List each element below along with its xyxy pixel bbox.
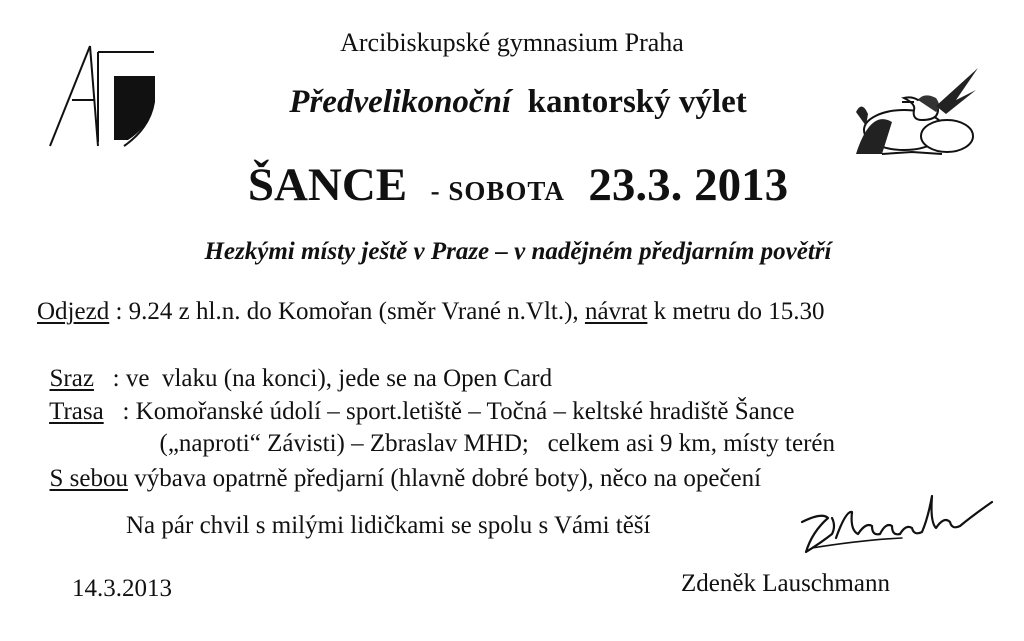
school-name: Arcibiskupské gymnasium Praha — [340, 28, 684, 57]
event-place: ŠANCE — [247, 159, 408, 211]
event-title-rest: kantorský výlet — [527, 84, 747, 120]
detail-text: Komořanské údolí – sport.letiště – Točná – keltské hradiště Šance — [135, 398, 795, 425]
handwritten-signature — [792, 482, 1002, 562]
detail-row-route: Trasa : Komořanské údolí – sport.letiště – Točná – keltské hradiště Šance — [49, 398, 795, 425]
detail-label: Trasa — [49, 398, 104, 425]
issue-date: 14.3.2013 — [72, 575, 172, 602]
detail-text: výbava opatrně předjarní (hlavně dobré boty), něco na opečení — [134, 465, 762, 492]
detail-label: Sraz — [49, 365, 94, 392]
event-date: 23.3. 2013 — [588, 159, 789, 211]
detail-row-meeting: Sraz : ve vlaku (na konci), jede se na Open Card — [49, 365, 553, 392]
detail-row-equipment — [37, 437, 761, 493]
detail-row-departure: Odjezd : 9.24 z hl.n. do Komořan (směr Vrané n.Vlt.), návrat k metru do 15.30 — [37, 298, 825, 325]
detail-text: („naproti“ Závisti) – Zbraslav MHD; celkem asi 9 km, místy terén — [159, 430, 836, 457]
detail-text: 9.24 z hl.n. do Komořan (směr Vrané n.Vlt.), — [128, 298, 585, 325]
detail-text: ve vlaku (na konci), jede se na Open Card — [125, 365, 553, 392]
detail-text-return: k metru do 15.30 — [647, 298, 825, 325]
event-title — [0, 84, 1024, 121]
detail-label: S sebou — [49, 465, 128, 492]
signer-name: Zdeněk Lauschmann — [681, 570, 890, 597]
event-headline — [0, 158, 1024, 212]
detail-label-return: návrat — [584, 298, 648, 325]
event-day: - SOBOTA — [430, 176, 565, 206]
event-title-italic: Předvelikonoční — [289, 84, 512, 120]
detail-label: Odjezd — [37, 298, 110, 325]
closing-line: Na pár chvil s milými lidičkami se spolu s Vámi těší — [126, 512, 651, 539]
event-subtitle: Hezkými místy ještě v Praze – v nadějném předjarním povětří — [204, 238, 832, 265]
